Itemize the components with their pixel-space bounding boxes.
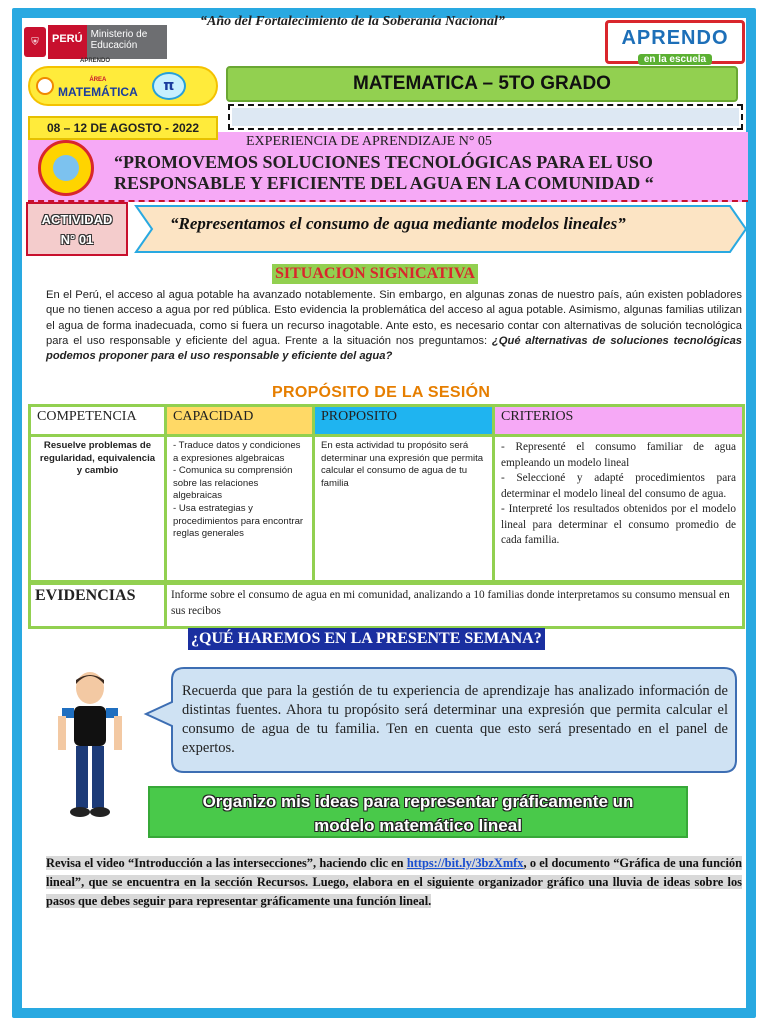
- header-proposito: PROPOSITO: [314, 406, 494, 436]
- proposito-cell: En esta actividad tu propósito será determinar una expresión que permita calcular el consumo de agua de tu familia: [314, 436, 494, 582]
- activity-title: “Representamos el consumo de agua mediante modelos lineales”: [170, 214, 626, 233]
- area-small: ÁREA: [89, 77, 107, 83]
- organize-title-line1: Organizo mis ideas para representar gráficamente un: [202, 792, 634, 811]
- situation-question: ¿Qué alternativas de soluciones tecnológicas podemos proponer para el uso responsable y eficiente del agua?: [46, 334, 743, 363]
- video-link[interactable]: https://bit.ly/3bzXmfx: [406, 856, 524, 870]
- criterios-cell: - Representé el consumo familiar de agua empleando un modelo lineal - Seleccioné y adapté procedimientos para determinar el modelo lineal del consumo de agua. - Interpreté los resultados obtenidos por el modelo lineal para determinar el consumo promedio de cada familia.: [494, 436, 744, 582]
- evidence-label: EVIDENCIAS: [30, 584, 166, 628]
- ministry-sub: APRENDO: [80, 58, 111, 64]
- pi-icon: π: [152, 72, 186, 100]
- organize-title-line2: modelo matemático lineal: [314, 816, 522, 835]
- review-text-2: , o el documento “Gráfica de una función lineal”, que se encuentra en la sección Recursos. Luego, elabora en el siguiente organizador gráfico una lluvia de ideas sobre los pasos que debes seguir para representar gráficamente una función lineal.: [46, 856, 742, 908]
- dates-badge: 08 – 12 DE AGOSTO - 2022: [28, 116, 218, 140]
- situation-text: [46, 288, 742, 364]
- shield-icon: ⛨: [24, 27, 46, 57]
- situation-heading: SITUACION SIGNICATIVA: [272, 264, 478, 284]
- review-text-1: Revisa el video “Introducción a las intersecciones”, haciendo clic en: [46, 856, 407, 870]
- capacidad-cell: - Traduce datos y condiciones a expresiones algebraicas - Comunica su comprensión sobre las relaciones algebraicas - Usa estrategias y procedimientos para encontrar reglas generales: [166, 436, 314, 582]
- area-name: MATEMÁTICA: [58, 85, 138, 99]
- el-profe-logo-icon: [38, 140, 94, 196]
- activity-label-line1: ACTIVIDAD: [41, 212, 113, 227]
- header-competencia: COMPETENCIA: [30, 406, 166, 436]
- activity-label: [26, 202, 128, 256]
- purpose-heading: PROPÓSITO DE LA SESIÓN: [272, 384, 491, 401]
- header-capacidad: CAPACIDAD: [166, 406, 314, 436]
- dashed-box-fill: [232, 108, 739, 126]
- aprendo-sub: en la escuela: [638, 54, 712, 65]
- competency-table: [28, 404, 745, 583]
- competencia-cell: Resuelve problemas de regularidad, equivalencia y cambio: [30, 436, 166, 582]
- aprendo-logo: [605, 20, 745, 64]
- evidence-table: [28, 582, 745, 629]
- speech-bubble: [140, 664, 740, 776]
- experience-number: EXPERIENCIA DE APRENDIZAJE N° 05: [246, 134, 492, 149]
- experience-banner: [28, 132, 748, 202]
- evidence-text: Informe sobre el consumo de agua en mi comunidad, analizando a 10 familias donde interpretamos su consumo mensual en sus recibos: [166, 584, 744, 628]
- ministry-country: PERÚ: [48, 25, 87, 59]
- activity-label-line2: N° 01: [60, 232, 94, 247]
- week-heading: ¿QUÉ HAREMOS EN LA PRESENTE SEMANA?: [188, 628, 545, 650]
- main-title: MATEMATICA – 5TO GRADO: [226, 66, 738, 102]
- organize-banner: [148, 786, 688, 838]
- header-criterios: CRITERIOS: [494, 406, 744, 436]
- student-illustration: [50, 670, 130, 820]
- student-figure-icon: [50, 670, 130, 820]
- review-instructions: [46, 854, 742, 911]
- area-badge: [28, 66, 218, 106]
- situation-body: En el Perú, el acceso al agua potable ha avanzado notablemente. Sin embargo, en algunas zonas de nuestro país, aún existen pobladores que no tienen acceso a agua por red pública. Esto evidencia la problemática del acceso al agua potable. Asimismo, algunas familias utilizan el agua de forma inadecuada, como si fuera un recurso inagotable. Ante esto, es necesario contar con alternativas de solución tecnológica para el uso responsable y eficiente del agua. Frente a la situación nos preguntamos:: [46, 289, 742, 347]
- lightbulb-icon: [36, 77, 54, 95]
- speech-bubble-text: Recuerda que para la gestión de tu experiencia de aprendizaje has analizado información de distintas fuentes. Ahora tu propósito será determinar una expresión que permita calcular el consumo de agua de tu familia. Ten en cuenta que esto será presentado en el panel de expertos.: [182, 683, 728, 756]
- experience-title: “PROMOVEMOS SOLUCIONES TECNOLÓGICAS PARA EL USO RESPONSABLE Y EFICIENTE DEL AGUA EN LA COMUNIDAD “: [114, 152, 654, 193]
- aprendo-main: APRENDO: [621, 27, 729, 49]
- activity-title-arrow: [134, 204, 748, 254]
- ministry-name: Ministerio de Educación: [87, 25, 167, 59]
- year-title: “Año del Fortalecimiento de la Soberanía Nacional”: [200, 14, 505, 29]
